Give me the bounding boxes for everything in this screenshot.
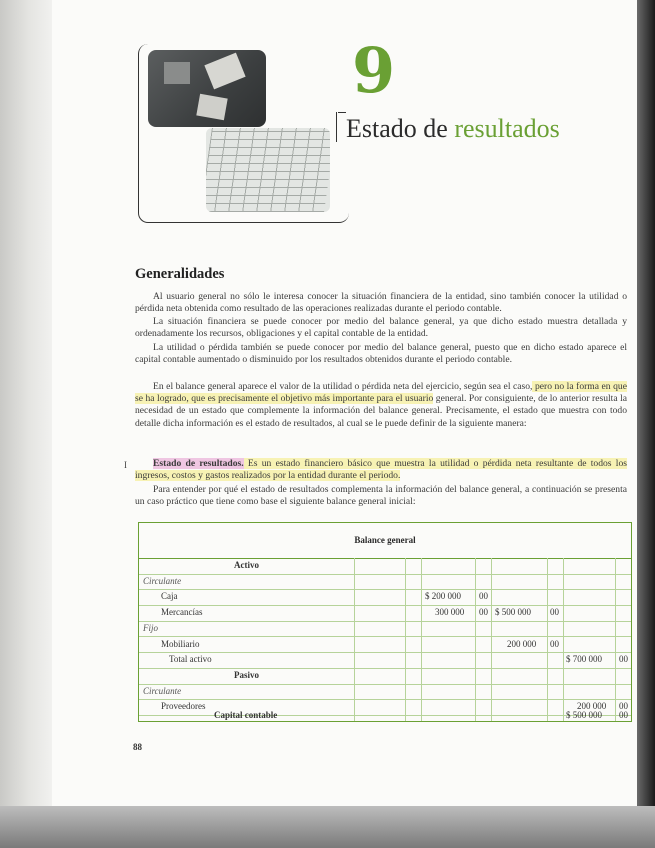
total-activo-label: Total activo (169, 654, 212, 665)
proveedores-cents: 00 (619, 701, 628, 712)
title-rule-vertical (336, 112, 337, 142)
paper-shape (204, 53, 245, 90)
mercancias-amount: 300 000 (435, 607, 465, 618)
page-edge-right (637, 0, 655, 848)
spreadsheet-grid (206, 128, 330, 212)
mercancias-label: Mercancías (161, 607, 203, 618)
table-row (139, 637, 631, 654)
mobiliario-amount: 200 000 (507, 638, 537, 649)
capital-label: Capital contable (214, 710, 278, 720)
table-row (139, 668, 631, 685)
spreadsheet-photo-image (206, 128, 330, 212)
table-row (139, 684, 631, 701)
definition-paragraph (135, 458, 627, 482)
paragraph-4-end: general. Por consiguiente, de lo anterior resulta la necesidad de un estado que complemente la información del balance general. Precisamente, el estado que muestra con todo detalle dicha información es el estado de resultados, al cual se le puede definir de la siguiente manera: (135, 393, 628, 429)
total-activo-amount: $ 700 000 (566, 654, 602, 665)
page-edge-bottom (0, 806, 655, 848)
table-row (139, 558, 631, 575)
table-row (139, 589, 631, 606)
table-row (139, 605, 631, 622)
table-row (139, 652, 631, 669)
paragraph-6: Para entender por qué el estado de resultados complementa la información del balance general, a continuación se presenta un caso práctico que tiene como base el siguiente balance general inicial: (135, 484, 627, 508)
calculator-shape (164, 62, 190, 84)
proveedores-amount: 200 000 (577, 701, 607, 712)
capital-cents: 00 (619, 710, 628, 720)
paper-shape (196, 94, 227, 121)
chapter-title-accent: resultados (454, 114, 560, 143)
chapter-title (346, 114, 560, 144)
capital-amount: $ 500 000 (566, 710, 602, 720)
binding-shadow (0, 0, 52, 848)
balance-table (138, 522, 632, 722)
activo-heading: Activo (234, 560, 259, 570)
mobiliario-cents: 00 (550, 638, 559, 649)
pasivo-heading: Pasivo (233, 669, 259, 680)
paragraph-2: La situación financiera se puede conocer por medio del balance general, ya que dicho estado muestra detallada y ordenadamente los recursos, obligaciones y el capital contable de la entidad. (135, 316, 627, 340)
table-row (139, 621, 631, 638)
chapter-title-plain: Estado de (346, 114, 455, 143)
total-activo-cents: 00 (619, 654, 628, 665)
proveedores-label: Proveedores (161, 701, 206, 712)
chapter-number: 9 (352, 34, 396, 107)
mercancias-total-cents: 00 (550, 607, 559, 618)
page-number: 88 (133, 742, 142, 752)
title-rule (338, 112, 346, 113)
definition-text: Es un estado financiero básico que muestra la utilidad o pérdida neta resultante de todos los ingresos, costos y gastos realizados por la entidad durante el periodo. (135, 458, 627, 482)
mercancias-total: $ 500 000 (495, 607, 531, 618)
caja-label: Caja (161, 591, 178, 602)
paragraph-3: La utilidad o pérdida también se puede conocer por medio del balance general, puesto que en dicho estado aparece el capital contable aumentado o disminuido por los resultados obtenidos durante el periodo contable. (135, 342, 627, 366)
paragraph-4-highlight: pero no la forma en que se ha logrado, que es precisamente el objetivo más importante para el usuario (135, 381, 627, 405)
paragraph-1: Al usuario general no sólo le interesa conocer la situación financiera de la entidad, sino también conocer la utilidad o pérdida neta obtenida como resultado de las operaciones realizadas durante el periodo contable. (135, 291, 627, 315)
table-row (139, 574, 631, 591)
caja-cents: 00 (479, 591, 488, 602)
paragraph-4 (135, 381, 627, 430)
definition-term: Estado de resultados. (153, 458, 244, 469)
mobiliario-label: Mobiliario (161, 638, 200, 649)
paragraph-4-start: En el balance general aparece el valor de la utilidad o pérdida neta del ejercicio, según sea el caso, (153, 381, 533, 392)
margin-mark: I (124, 460, 127, 470)
balance-title: Balance general (139, 523, 631, 559)
fijo-label: Fijo (143, 622, 158, 633)
circulante-label: Circulante (143, 575, 182, 586)
table-row (139, 709, 631, 721)
caja-amount: $ 200 000 (425, 591, 461, 602)
desk-photo-image (148, 50, 266, 127)
section-heading: Generalidades (135, 266, 225, 282)
circulante2-label: Circulante (143, 685, 182, 696)
mercancias-cents: 00 (479, 607, 488, 618)
